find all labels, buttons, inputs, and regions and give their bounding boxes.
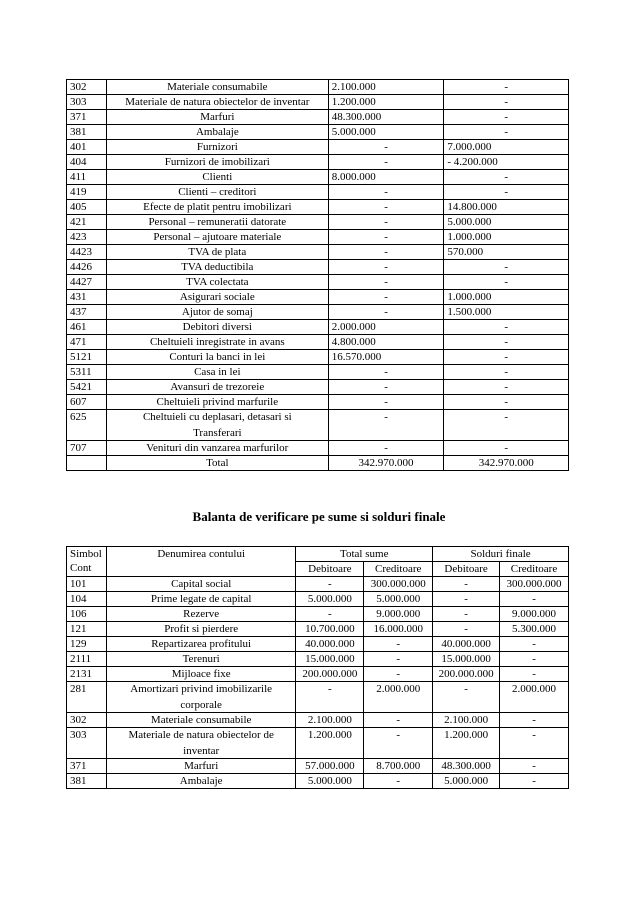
account-name: Marfuri [106,110,328,125]
debit-value: 16.570.000 [328,350,444,365]
sold-credit: 2.000.000 [500,682,569,713]
total-credit: 2.000.000 [364,682,433,713]
account-name: Asigurari sociale [106,290,328,305]
account-code: 381 [67,125,107,140]
credit-value: - [444,275,569,290]
table-row [67,682,569,713]
account-name: Furnizori de imobilizari [106,155,328,170]
account-name: Clienti – creditori [106,185,328,200]
debit-value: - [328,200,444,215]
account-name: Profit si pierdere [106,622,295,637]
total-debit: 5.000.000 [296,592,364,607]
account-name: Capital social [106,577,295,592]
account-name: Personal – remuneratii datorate [106,215,328,230]
account-code: 4426 [67,260,107,275]
total-credit: 8.700.000 [364,759,433,774]
table-row [67,592,569,607]
sold-credit: - [500,637,569,652]
table-row [67,230,569,245]
total-debit: 1.200.000 [296,728,364,759]
account-name: Casa in lei [106,365,328,380]
account-name: Avansuri de trezoreie [106,380,328,395]
total-debit: 200.000.000 [296,667,364,682]
account-code: 371 [67,110,107,125]
credit-value: - [444,125,569,140]
debit-value: - [328,275,444,290]
debit-value: 4.800.000 [328,335,444,350]
account-code: 371 [67,759,107,774]
account-name: Materiale consumabile [106,80,328,95]
account-name: Materiale de natura obiectelor de inventar [106,95,328,110]
account-code: 106 [67,607,107,622]
debit-value: - [328,155,444,170]
total-debit: - [296,577,364,592]
account-name: Ambalaje [106,125,328,140]
debit-value: 1.200.000 [328,95,444,110]
sold-debit: 2.100.000 [433,713,500,728]
account-code: 707 [67,441,107,456]
account-code: 419 [67,185,107,200]
sold-debit: 40.000.000 [433,637,500,652]
sold-debit: 15.000.000 [433,652,500,667]
table-row [67,290,569,305]
table-row [67,260,569,275]
table-row [67,622,569,637]
table-row [67,125,569,140]
total-credit: - [364,774,433,789]
account-name: TVA deductibila [106,260,328,275]
credit-value: - [444,410,569,441]
header-total: Total sume [296,547,433,562]
account-code: 401 [67,140,107,155]
total-debit: 15.000.000 [296,652,364,667]
credit-value: - [444,170,569,185]
table-row [67,774,569,789]
debit-value: - [328,260,444,275]
account-code: 423 [67,230,107,245]
credit-value: 1.000.000 [444,290,569,305]
sold-credit: - [500,592,569,607]
account-name: Venituri din vanzarea marfurilor [106,441,328,456]
account-code: 625 [67,410,107,441]
sold-credit: 300.000.000 [500,577,569,592]
table-row [67,441,569,456]
account-code: 2111 [67,652,107,667]
sold-debit: - [433,577,500,592]
account-code: 5311 [67,365,107,380]
credit-value: - [444,350,569,365]
table-row [67,95,569,110]
sold-debit: 1.200.000 [433,728,500,759]
account-code: 405 [67,200,107,215]
account-code: 4427 [67,275,107,290]
table-row [67,365,569,380]
account-name: Mijloace fixe [106,667,295,682]
sold-credit: - [500,652,569,667]
credit-value: - [444,95,569,110]
section-title: Balanta de verificare pe sume si solduri finale [192,509,446,524]
debit-value: 8.000.000 [328,170,444,185]
credit-value: - [444,365,569,380]
account-name: Marfuri [106,759,295,774]
total-credit: 342.970.000 [444,456,569,471]
account-name: Amortizari privind imobilizarile corporale [106,682,295,713]
total-debit: 40.000.000 [296,637,364,652]
credit-value: 14.800.000 [444,200,569,215]
account-name: Materiale de natura obiectelor de inventar [106,728,295,759]
account-code: 404 [67,155,107,170]
header-total-deb: Debitoare [296,562,364,577]
table-row [67,380,569,395]
table-row [67,395,569,410]
total-debit: 2.100.000 [296,713,364,728]
table-row [67,728,569,759]
account-code: 281 [67,682,107,713]
total-credit: - [364,652,433,667]
sold-debit: 5.000.000 [433,774,500,789]
table-row [67,652,569,667]
credit-value: - 4.200.000 [444,155,569,170]
account-name: TVA colectata [106,275,328,290]
sold-credit: - [500,713,569,728]
credit-value: - [444,441,569,456]
credit-value: - [444,260,569,275]
total-credit: - [364,637,433,652]
credit-value: - [444,395,569,410]
debit-value: 48.300.000 [328,110,444,125]
account-name: Terenuri [106,652,295,667]
sold-credit: 5.300.000 [500,622,569,637]
total-debit: - [296,682,364,713]
table-row [67,759,569,774]
total-credit: 9.000.000 [364,607,433,622]
total-credit: - [364,667,433,682]
total-debit: 10.700.000 [296,622,364,637]
account-code: 303 [67,728,107,759]
account-name: Rezerve [106,607,295,622]
total-credit: - [364,728,433,759]
account-name: Cheltuieli cu deplasari, detasari si Transferari [106,410,328,441]
total-credit: 300.000.000 [364,577,433,592]
account-name: Personal – ajutoare materiale [106,230,328,245]
debit-value: - [328,380,444,395]
balance-table-1 [66,79,569,471]
credit-value: - [444,185,569,200]
header-sold-deb: Debitoare [433,562,500,577]
account-code: 101 [67,577,107,592]
sold-debit: 200.000.000 [433,667,500,682]
total-debit: 5.000.000 [296,774,364,789]
credit-value: 1.500.000 [444,305,569,320]
sold-credit: 9.000.000 [500,607,569,622]
table-row [67,185,569,200]
debit-value: - [328,365,444,380]
account-name: Cheltuieli privind marfurile [106,395,328,410]
empty-cell [67,456,107,471]
table-row [67,200,569,215]
credit-value: - [444,335,569,350]
table-row [67,215,569,230]
debit-value: - [328,140,444,155]
balance-table-2 [66,546,569,789]
table-row [67,577,569,592]
table-row [67,80,569,95]
sold-credit: - [500,759,569,774]
debit-value: - [328,395,444,410]
table-row [67,275,569,290]
table-row [67,335,569,350]
debit-value: - [328,410,444,441]
table-row [67,245,569,260]
debit-value: - [328,441,444,456]
table-row [67,410,569,441]
account-code: 431 [67,290,107,305]
account-name: Cheltuieli inregistrate in avans [106,335,328,350]
credit-value: 570.000 [444,245,569,260]
account-name: Conturi la banci in lei [106,350,328,365]
debit-value: 5.000.000 [328,125,444,140]
table-row [67,155,569,170]
credit-value: - [444,80,569,95]
account-code: 121 [67,622,107,637]
header-simbol: Simbol Cont [67,547,107,577]
account-name: TVA de plata [106,245,328,260]
total-row [67,456,569,471]
table-row [67,320,569,335]
account-name: Ajutor de somaj [106,305,328,320]
credit-value: - [444,320,569,335]
debit-value: - [328,185,444,200]
account-name: Debitori diversi [106,320,328,335]
account-code: 4423 [67,245,107,260]
header-solduri: Solduri finale [433,547,569,562]
account-code: 5421 [67,380,107,395]
sold-credit: - [500,728,569,759]
total-debit: 342.970.000 [328,456,444,471]
table-row [67,667,569,682]
account-name: Materiale consumabile [106,713,295,728]
account-name: Repartizarea profitului [106,637,295,652]
table-row [67,305,569,320]
total-label: Total [106,456,328,471]
table-row [67,140,569,155]
account-code: 461 [67,320,107,335]
account-code: 381 [67,774,107,789]
account-code: 5121 [67,350,107,365]
account-code: 471 [67,335,107,350]
table-row [67,170,569,185]
table-row [67,713,569,728]
debit-value: 2.000.000 [328,320,444,335]
debit-value: - [328,290,444,305]
account-code: 303 [67,95,107,110]
account-name: Ambalaje [106,774,295,789]
sold-debit: - [433,607,500,622]
sold-credit: - [500,774,569,789]
account-code: 2131 [67,667,107,682]
header-total-cred: Creditoare [364,562,433,577]
total-debit: 57.000.000 [296,759,364,774]
debit-value: - [328,305,444,320]
header-name: Denumirea contului [106,547,295,577]
table-row [67,110,569,125]
account-code: 104 [67,592,107,607]
table-row [67,607,569,622]
account-code: 129 [67,637,107,652]
credit-value: 7.000.000 [444,140,569,155]
account-code: 302 [67,713,107,728]
sold-debit: - [433,622,500,637]
table-row [67,350,569,365]
account-code: 302 [67,80,107,95]
sold-debit: - [433,592,500,607]
account-code: 607 [67,395,107,410]
account-name: Clienti [106,170,328,185]
table-row [67,637,569,652]
credit-value: 5.000.000 [444,215,569,230]
account-name: Furnizori [106,140,328,155]
header-sold-cred: Creditoare [500,562,569,577]
credit-value: 1.000.000 [444,230,569,245]
credit-value: - [444,110,569,125]
total-credit: - [364,713,433,728]
total-credit: 16.000.000 [364,622,433,637]
sold-debit: - [433,682,500,713]
total-credit: 5.000.000 [364,592,433,607]
account-name: Efecte de platit pentru imobilizari [106,200,328,215]
debit-value: - [328,245,444,260]
debit-value: - [328,230,444,245]
total-debit: - [296,607,364,622]
sold-credit: - [500,667,569,682]
debit-value: 2.100.000 [328,80,444,95]
account-code: 421 [67,215,107,230]
debit-value: - [328,215,444,230]
credit-value: - [444,380,569,395]
account-code: 411 [67,170,107,185]
sold-debit: 48.300.000 [433,759,500,774]
account-name: Prime legate de capital [106,592,295,607]
account-code: 437 [67,305,107,320]
